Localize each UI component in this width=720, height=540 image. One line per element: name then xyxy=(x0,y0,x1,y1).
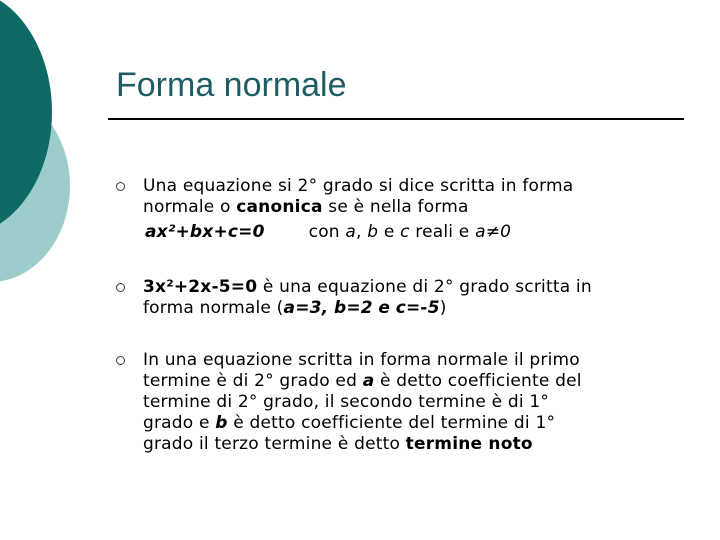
text-span: grado e xyxy=(143,413,216,433)
text-span: forma normale ( xyxy=(143,298,284,318)
text-span: ) xyxy=(439,298,447,318)
text-line: In una equazione scritta in forma normale il primo xyxy=(143,350,580,370)
bullet-marker xyxy=(116,283,125,292)
text-line xyxy=(143,222,683,243)
text-span: reali e xyxy=(409,222,476,242)
bold-term: canonica xyxy=(236,197,323,217)
text-span: , xyxy=(356,222,368,242)
text-line xyxy=(143,277,683,298)
text-span: se è nella forma xyxy=(322,197,469,217)
coefficient-b: b=2 xyxy=(333,298,373,318)
bullet-text xyxy=(143,350,683,455)
text-span: è detto coefficiente del xyxy=(374,371,582,391)
variable: b xyxy=(367,222,379,242)
coefficient-name: a xyxy=(362,371,375,391)
coefficient-c: c=-5 xyxy=(395,298,440,318)
text-line xyxy=(143,413,683,434)
text-span: con xyxy=(308,222,346,242)
text-line: Una equazione si 2° grado si dice scritta in forma xyxy=(143,176,574,196)
text-line xyxy=(143,434,683,455)
text-line xyxy=(143,371,683,392)
text-span: termine è di 2° grado ed xyxy=(143,371,363,391)
bullet-text xyxy=(143,277,683,319)
decorative-shapes xyxy=(0,0,80,290)
bullet-marker xyxy=(116,356,125,365)
slide-title: Forma normale xyxy=(116,66,347,104)
coefficient-a: a=3, xyxy=(283,298,329,318)
formula: ax²+bx+c=0 xyxy=(145,222,265,242)
variable: c xyxy=(400,222,410,242)
text-span: e xyxy=(378,222,401,242)
text-line xyxy=(143,298,683,319)
bullet-text xyxy=(143,176,683,243)
title-divider xyxy=(108,118,684,120)
condition: a≠0 xyxy=(475,222,512,242)
text-span: è detto coefficiente del termine di 1° xyxy=(227,413,556,433)
text-span: grado il terzo termine è detto xyxy=(143,434,406,454)
text-line: termine di 2° grado, il secondo termine è di 1° xyxy=(143,392,550,412)
text-span: normale o xyxy=(143,197,237,217)
text-span: è una equazione di 2° grado scritta in xyxy=(257,277,592,297)
bold-term: termine noto xyxy=(405,434,533,454)
bullet-marker xyxy=(116,182,125,191)
conjunction: e xyxy=(378,298,391,318)
variable: a xyxy=(345,222,357,242)
equation: 3x²+2x-5=0 xyxy=(143,277,258,297)
text-line xyxy=(143,197,683,218)
coefficient-name: b xyxy=(215,413,228,433)
